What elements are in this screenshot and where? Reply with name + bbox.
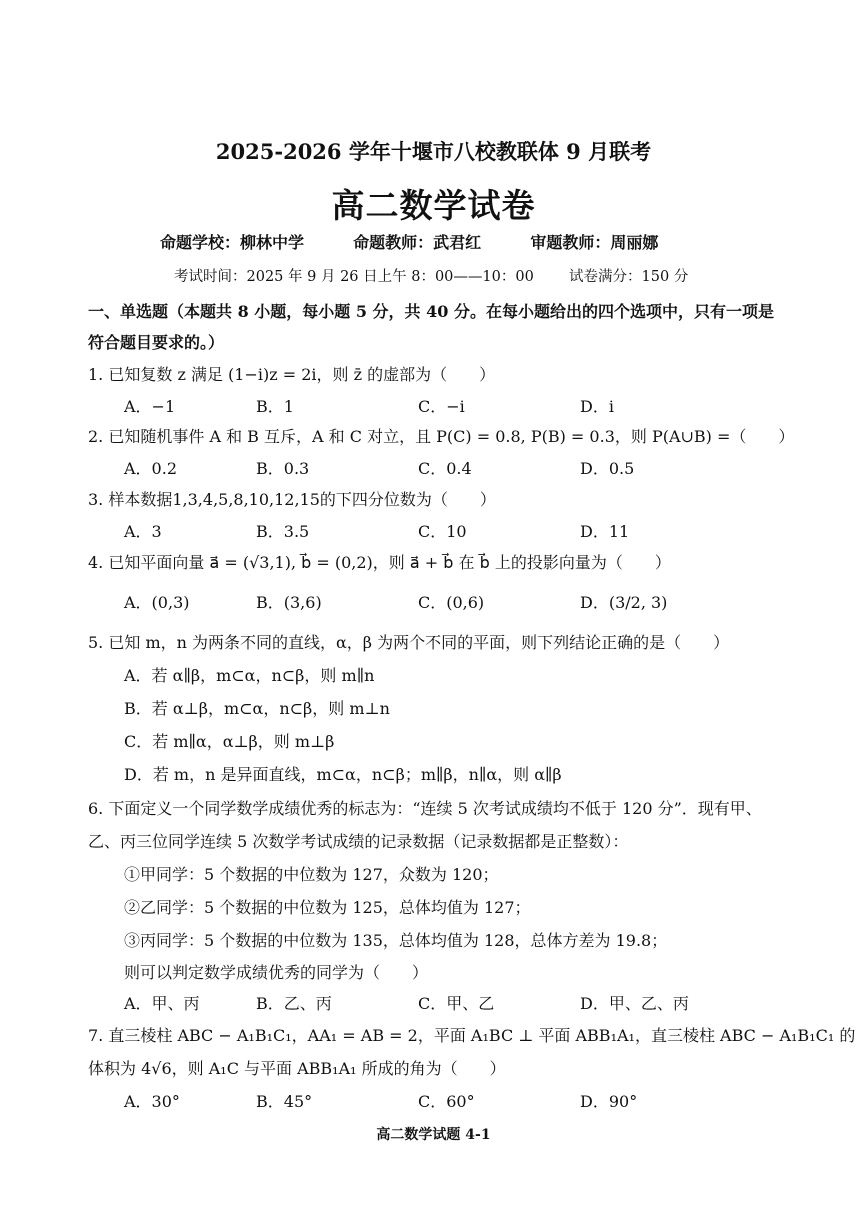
exam-time: 考试时间：2025 年 9 月 26 日上午 8：00——10：00: [174, 269, 534, 285]
option-a: A．若 α∥β，m⊂α，n⊂β，则 m∥n: [124, 666, 375, 685]
question-6-item-1: ①甲同学：5 个数据的中位数为 127，众数为 120；: [124, 865, 499, 884]
exam-info: [174, 265, 688, 286]
question-6-options: [124, 991, 744, 1011]
option-a: A．3: [124, 522, 162, 541]
school-label: 命题学校：柳林中学: [160, 233, 305, 252]
option-d: D．若 m，n 是异面直线，m⊂α，n⊂β；m∥β，n∥α，则 α∥β: [124, 765, 562, 784]
question-7-stem: 7. 直三棱柱 ABC − A₁B₁C₁，AA₁ = AB = 2，平面 A₁BC ⊥ 平面 ABB₁A₁，直三棱柱 ABC − A₁B₁C₁ 的: [88, 1026, 856, 1045]
reviewer-label: 审题教师：周丽娜: [530, 233, 659, 252]
option-d: D．11: [580, 522, 630, 541]
question-5-stem: 5. 已知 m，n 为两条不同的直线，α，β 为两个不同的平面，则下列结论正确的是（ ）: [88, 633, 730, 652]
question-2-stem: 2. 已知随机事件 A 和 B 互斥，A 和 C 对立，且 P(C) = 0.8, P(B) = 0.3，则 P(A∪B) =（ ）: [88, 427, 795, 446]
option-c: C．10: [418, 522, 467, 541]
question-4-options: [124, 590, 744, 612]
subject-title: 高二数学试卷: [331, 186, 536, 225]
option-d: D．(3/2, 3): [580, 593, 668, 612]
option-a: A．(0,3): [124, 593, 190, 612]
option-c: C．60°: [418, 1092, 475, 1111]
question-6-stem: 6. 下面定义一个同学数学成绩优秀的标志为：“连续 5 次考试成绩均不低于 120 分”．现有甲、: [88, 799, 762, 818]
question-1-options: [124, 394, 744, 414]
question-7-options: [124, 1089, 744, 1109]
option-c: C．−i: [418, 397, 465, 416]
option-a: A．30°: [124, 1092, 180, 1111]
option-b: B．45°: [256, 1092, 313, 1111]
question-4-stem: 4. 已知平面向量 a⃗ = (√3,1), b⃗ = (0,2)，则 a⃗ + b⃗ 在 b⃗ 上的投影向量为（ ）: [88, 553, 671, 572]
section-heading-cont: 符合题目要求的。）: [88, 333, 225, 352]
question-1-stem: 1. 已知复数 z 满足 (1−i)z = 2i，则 z̄ 的虚部为（ ）: [88, 365, 496, 384]
option-a: A．甲、丙: [124, 994, 200, 1013]
option-c: C．0.4: [418, 459, 472, 478]
option-a: A．−1: [124, 397, 176, 416]
page-footer: 高二数学试题 4-1: [376, 1127, 491, 1143]
question-7-stem-cont: 体积为 4√6，则 A₁C 与平面 ABB₁A₁ 所成的角为（ ）: [88, 1059, 506, 1078]
option-b: B．若 α⊥β，m⊂α，n⊂β，则 m⊥n: [124, 699, 390, 718]
option-c: C．若 m∥α，α⊥β，则 m⊥β: [124, 732, 335, 751]
question-6-item-3: ③丙同学：5 个数据的中位数为 135，总体均值为 128，总体方差为 19.8；: [124, 931, 668, 950]
option-d: D．90°: [580, 1092, 638, 1111]
option-b: B．0.3: [256, 459, 310, 478]
option-d: D．甲、乙、丙: [580, 994, 689, 1013]
option-b: B．3.5: [256, 522, 310, 541]
question-2-options: [124, 456, 744, 476]
exam-title: 2025-2026 学年十堰市八校教联体 9 月联考: [215, 139, 652, 164]
option-a: A．0.2: [124, 459, 178, 478]
author-line: [160, 230, 658, 253]
full-score: 试卷满分：150 分: [569, 269, 689, 285]
question-3-options: [124, 519, 744, 539]
author-label: 命题教师：武君红: [353, 233, 482, 252]
option-d: D．i: [580, 397, 614, 416]
section-heading: 一、单选题（本题共 8 小题，每小题 5 分，共 40 分。在每小题给出的四个选项中，只有一项是: [88, 302, 774, 321]
option-b: B．(3,6): [256, 593, 322, 612]
option-b: B．乙、丙: [256, 994, 332, 1013]
option-c: C．(0,6): [418, 593, 485, 612]
question-6-stem-cont: 乙、丙三位同学连续 5 次数学考试成绩的记录数据（记录数据都是正整数）：: [88, 832, 629, 851]
option-d: D．0.5: [580, 459, 635, 478]
question-6-item-2: ②乙同学：5 个数据的中位数为 125，总体均值为 127；: [124, 898, 531, 917]
option-c: C．甲、乙: [418, 994, 495, 1013]
option-b: B．1: [256, 397, 294, 416]
question-3-stem: 3. 样本数据1,3,4,5,8,10,12,15的下四分位数为（ ）: [88, 490, 496, 509]
question-6-prompt: 则可以判定数学成绩优秀的同学为（ ）: [124, 963, 429, 982]
